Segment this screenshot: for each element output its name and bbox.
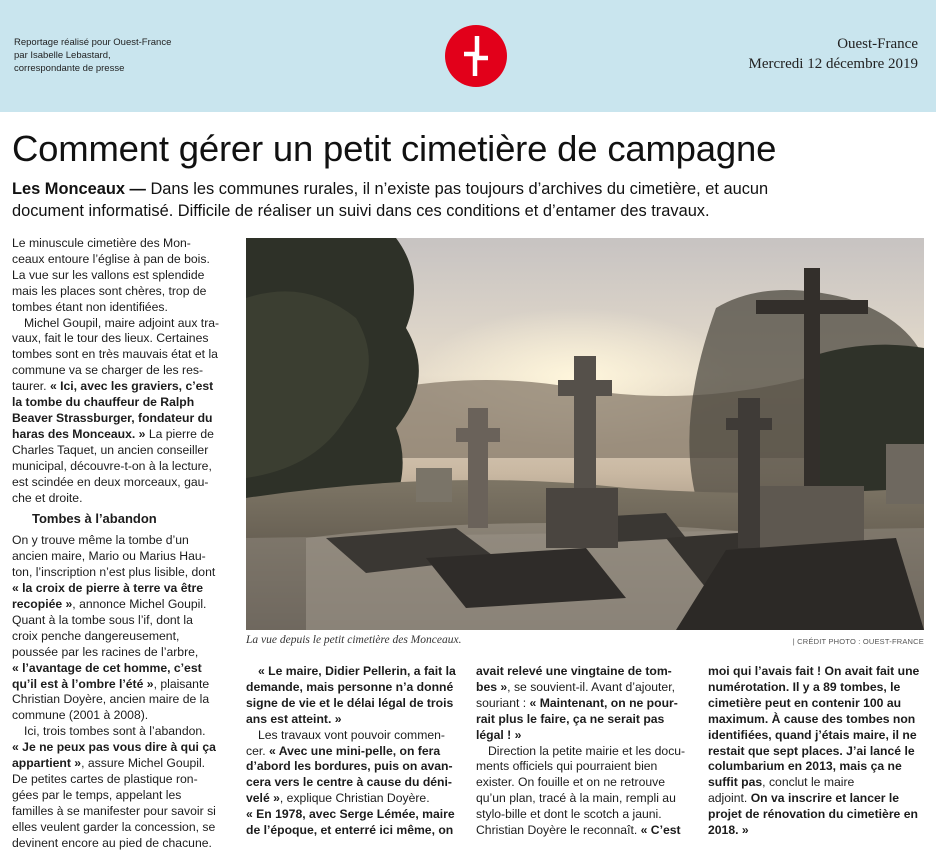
text-line xyxy=(12,740,234,756)
text-run: , plaisante xyxy=(153,676,210,691)
quote-run: moi qui l’avais fait ! On avait fait une xyxy=(708,664,920,678)
text-line xyxy=(476,712,698,728)
text-line xyxy=(12,677,234,693)
byline-line: par Isabelle Lebastard, xyxy=(14,50,111,61)
quote-run: 2018. » xyxy=(708,823,749,838)
text-line: devinent encore au pied de chacune. xyxy=(12,835,212,850)
text-line: poussée par les racines de l’arbre, xyxy=(12,644,199,659)
text-line: tombes étant non identifiées. xyxy=(12,299,168,314)
byline-line: Reportage réalisé pour Ouest-France xyxy=(14,37,172,48)
article-column-4 xyxy=(708,664,926,839)
text-line: familles à se manifester pour savoir si xyxy=(12,803,216,818)
text-line: Christian Doyère, ancien maire de la xyxy=(12,692,210,707)
text-line xyxy=(246,791,466,807)
quote-run: numérotation. Il y a 89 tombes, le xyxy=(708,679,901,694)
article-photo xyxy=(246,238,924,630)
quote-run: « Le maire, Didier Pellerin, a fait la xyxy=(258,664,456,678)
text-run: , annonce Michel Goupil. xyxy=(72,597,207,612)
text-line xyxy=(246,680,466,696)
quote-run: appartient » xyxy=(12,756,82,771)
text-line: che et droite. xyxy=(12,490,83,505)
cemetery-photo-illustration xyxy=(246,238,924,630)
text-run: cer. xyxy=(246,743,270,758)
quote-run: « Je ne peux pas vous dire à qui ça xyxy=(12,740,216,755)
text-line xyxy=(246,712,466,728)
text-line xyxy=(12,756,234,772)
publication-name: Ouest-France xyxy=(837,36,918,52)
text-line xyxy=(476,823,698,839)
photo-credit: | CRÉDIT PHOTO : OUEST-FRANCE xyxy=(792,637,924,646)
publication-date: Mercredi 12 décembre 2019 xyxy=(748,56,918,72)
text-line: Charles Taquet, un ancien conseiller xyxy=(12,442,209,457)
text-run: souriant : xyxy=(476,695,530,710)
text-line: elles veulent garder la concession, se xyxy=(12,819,216,834)
text-run: , conclut le maire xyxy=(762,775,855,790)
quote-run: d’abord les bordures, puis on avan- xyxy=(246,759,453,774)
text-run: , assure Michel Goupil. xyxy=(81,756,206,771)
quote-run: Beaver Strassburger, fondateur du xyxy=(12,410,213,425)
text-line: ments officiels qui pourraient bien xyxy=(476,759,658,774)
section-subhead: Tombes à l’abandon xyxy=(32,511,157,527)
article-column-2 xyxy=(246,664,466,839)
text-line: ceaux entoure l’église à pan de bois. xyxy=(12,251,210,266)
text-line xyxy=(708,744,926,760)
quote-run: qu’il est à l’ombre l’été » xyxy=(12,676,154,691)
quote-run: ans est atteint. » xyxy=(246,711,342,726)
text-line xyxy=(12,661,234,677)
text-line xyxy=(246,696,466,712)
text-line: La vue sur les vallons est splendide xyxy=(12,267,205,282)
text-line: De petites cartes de plastique ron- xyxy=(12,772,198,786)
text-line: exister. On fouille et on ne retrouve xyxy=(476,775,666,790)
quote-run: « la croix de pierre à terre va être xyxy=(12,581,204,596)
article-column-3 xyxy=(476,664,698,839)
lede-line: Dans les communes rurales, il n’existe pas toujours d’archives du cimetière, et aucun xyxy=(150,180,769,198)
quote-run: cera vers le centre à cause du déni- xyxy=(246,775,452,790)
text-line xyxy=(246,664,466,680)
text-line: ancien maire, Mario ou Marius Hau- xyxy=(12,549,206,564)
text-line: Quant à la tombe sous l’if, dont la xyxy=(12,612,193,627)
text-line xyxy=(246,775,466,791)
text-line xyxy=(246,759,466,775)
text-run: , explique Christian Doyère. xyxy=(279,791,430,806)
text-line xyxy=(476,680,698,696)
quote-run: demande, mais personne n’a donné xyxy=(246,679,454,694)
text-line: On y trouve même la tombe d’un xyxy=(12,533,189,548)
quote-run: « C’est xyxy=(640,823,681,838)
quote-run: bes » xyxy=(476,679,508,694)
text-line: est scindée en deux morceaux, gau- xyxy=(12,474,209,489)
quote-run: cimetière peut en contenir 100 au xyxy=(708,695,902,710)
text-line xyxy=(708,664,926,680)
text-line xyxy=(246,744,466,760)
article-column-1 xyxy=(12,236,234,852)
text-line xyxy=(708,680,926,696)
text-line: qu’un plan, tracé à la main, rempli au xyxy=(476,791,676,806)
article-headline: Comment gérer un petit cimetière de campagne xyxy=(12,128,777,169)
text-line: commune (2001 à 2008). xyxy=(12,708,149,723)
quote-run: rait plus le faire, ça ne serait pas xyxy=(476,711,665,726)
text-run: taurer. xyxy=(12,379,50,394)
text-line xyxy=(708,823,926,839)
quote-run: restait que sept places. J’ai lancé le xyxy=(708,743,915,758)
text-line xyxy=(708,807,926,823)
quote-run: « Ici, avec les graviers, c’est xyxy=(49,379,214,394)
quote-run: haras des Monceaux. » xyxy=(12,426,146,441)
quote-run: « Maintenant, on ne pour- xyxy=(529,695,678,710)
text-line: commune va se charger de les res- xyxy=(12,363,204,378)
quote-run: la tombe du chauffeur de Ralph xyxy=(12,395,195,410)
text-line xyxy=(246,807,466,823)
quote-run: signe de vie et le délai légal de trois xyxy=(246,695,454,710)
text-line xyxy=(246,823,466,839)
text-line: municipal, découvre-t-on à la lecture, xyxy=(12,458,212,473)
text-line xyxy=(12,395,234,411)
text-line xyxy=(708,728,926,744)
text-line xyxy=(12,379,234,395)
text-line: Le minuscule cimetière des Mon- xyxy=(12,236,191,250)
ouest-france-logo-icon xyxy=(444,24,508,88)
masthead xyxy=(748,34,918,74)
text-line: mais les places sont chères, trop de xyxy=(12,283,207,298)
text-line: stylo-bille et dont le scotch a jauni. xyxy=(476,807,662,822)
text-run: La pierre de xyxy=(145,426,214,441)
text-line xyxy=(708,696,926,712)
photo-caption: La vue depuis le petit cimetière des Monceaux. xyxy=(246,634,462,646)
quote-run: maximum. À cause des tombes non xyxy=(708,711,916,726)
text-line: vaux, fait le tour des lieux. Certaines xyxy=(12,331,209,346)
quote-run: identifiées, quand j’étais maire, il ne xyxy=(708,727,917,742)
text-line: Les travaux vont pouvoir commen- xyxy=(258,727,445,742)
text-line xyxy=(12,581,234,597)
text-line: ton, l’inscription n’est plus lisible, dont xyxy=(12,565,216,580)
text-line xyxy=(476,728,698,744)
text-line xyxy=(12,411,234,427)
quote-run: « En 1978, avec Serge Lémée, maire xyxy=(246,807,455,822)
quote-run: légal ! » xyxy=(476,727,522,742)
quote-run: projet de rénovation du cimetière en xyxy=(708,807,918,822)
text-line xyxy=(708,775,926,791)
quote-run: On va inscrire et lancer le xyxy=(750,791,900,806)
text-line: gées par le temps, appelant les xyxy=(12,787,182,802)
text-line: Ici, trois tombes sont à l’abandon. xyxy=(24,724,206,739)
quote-run: velé » xyxy=(246,791,280,806)
text-line: Direction la petite mairie et les docu- xyxy=(488,743,686,758)
quote-run: « l’avantage de cet homme, c’est xyxy=(12,660,202,675)
text-run: , se souvient-il. Avant d’ajouter, xyxy=(507,679,675,694)
lede-line: document informatisé. Difficile de réaliser un suivi dans ces conditions et d’entamer des travaux. xyxy=(12,202,710,220)
byline-line: correspondante de presse xyxy=(14,63,125,74)
text-line xyxy=(476,664,698,680)
quote-run: columbarium en 2013, mais ça ne xyxy=(708,759,902,774)
text-line: Michel Goupil, maire adjoint aux tra- xyxy=(24,315,220,330)
article-lede xyxy=(12,178,924,222)
text-line xyxy=(12,427,234,443)
text-line xyxy=(12,597,234,613)
text-line xyxy=(476,696,698,712)
byline xyxy=(14,36,171,75)
text-line xyxy=(708,791,926,807)
quote-run: de l’époque, et enterré ici même, on xyxy=(246,823,454,838)
text-line: tombes sont en très mauvais état et la xyxy=(12,347,218,362)
text-line xyxy=(708,759,926,775)
quote-run: recopiée » xyxy=(12,597,73,612)
lede-place: Les Monceaux — xyxy=(12,180,151,198)
text-line xyxy=(708,712,926,728)
quote-run: avait relevé une vingtaine de tom- xyxy=(476,664,672,678)
text-run: Christian Doyère le reconnaît. xyxy=(476,823,641,838)
quote-run: suffit pas xyxy=(708,775,763,790)
quote-run: « Avec une mini-pelle, on fera xyxy=(269,743,441,758)
text-line: croix penche dangereusement, xyxy=(12,628,180,643)
text-run: adjoint. xyxy=(708,791,751,806)
